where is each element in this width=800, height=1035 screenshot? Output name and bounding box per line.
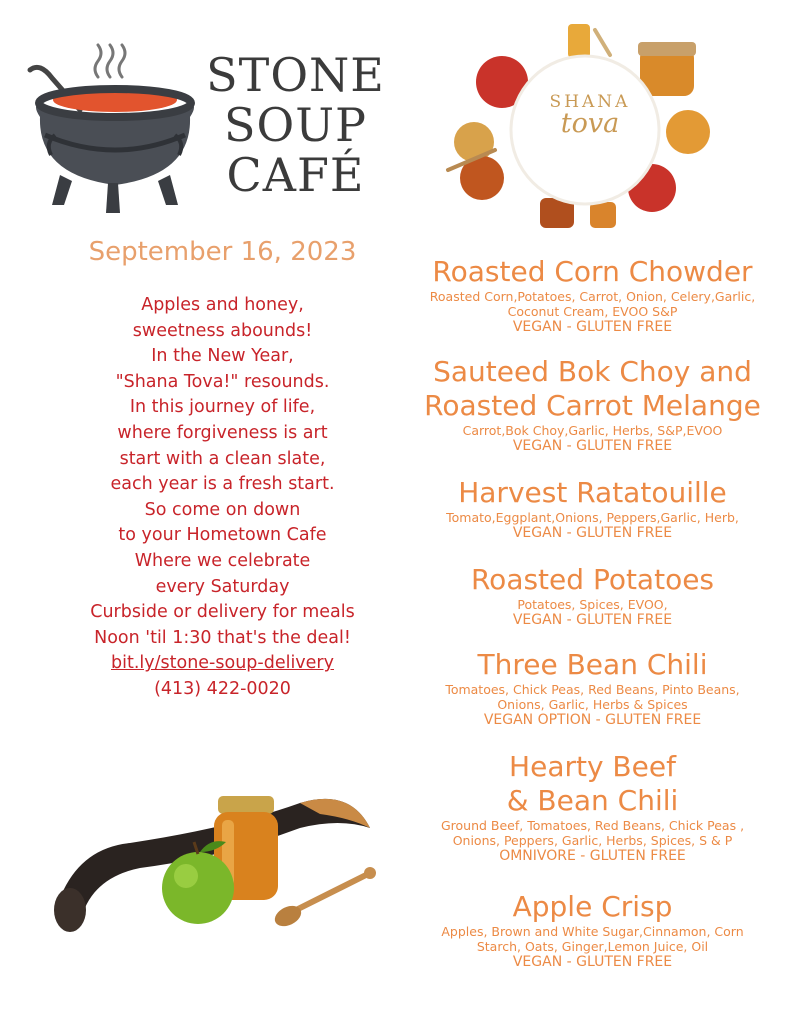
cafe-name-line1: STONE (206, 48, 385, 102)
honey-bowl-icon (666, 110, 710, 154)
poem-line: where forgiveness is art (117, 422, 328, 443)
poem-line: sweetness abounds! (132, 320, 313, 341)
poem-line: start with a clean slate, (119, 448, 326, 469)
cafe-name-line2: SOUP (224, 98, 367, 152)
honey-jar-icon (568, 24, 590, 58)
poem-line: In this journey of life, (129, 397, 316, 418)
menu-item (405, 750, 780, 865)
poem-line: Noon 'til 1:30 that's the deal! (94, 627, 351, 648)
menu-item (405, 648, 780, 729)
poem (40, 293, 405, 703)
poem-line: Apples and honey, (141, 295, 304, 315)
dish-diet-label: VEGAN - GLUTEN FREE (512, 612, 673, 628)
poem-line: to your Hometown Cafe (118, 525, 327, 546)
dish-ingredients: Ground Beef, Tomatoes, Red Beans, Chick Peas , (440, 818, 745, 833)
dish-ingredients: Coconut Cream, EVOO S&P (507, 304, 678, 319)
poem-line: Curbside or delivery for meals (90, 602, 355, 623)
dish-ingredients: Onions, Garlic, Herbs & Spices (497, 697, 688, 712)
apple-icon (454, 122, 494, 162)
menu-date: September 16, 2023 (88, 237, 357, 267)
dish-ingredients: Apples, Brown and White Sugar,Cinnamon, Corn (441, 924, 744, 939)
dish-diet-label: OMNIVORE - GLUTEN FREE (499, 848, 686, 864)
shofar-apple-honey-image (50, 748, 380, 973)
delivery-link[interactable]: bit.ly/stone-soup-delivery (111, 653, 334, 674)
cafe-name (188, 50, 403, 200)
dish-title: Sauteed Bok Choy and (433, 355, 752, 388)
menu-item (405, 255, 780, 336)
poem-line: "Shana Tova!" resounds. (115, 371, 330, 392)
dish-diet-label: VEGAN - GLUTEN FREE (512, 438, 673, 454)
dish-title: Hearty Beef (509, 750, 676, 783)
poem-line: So come on down (144, 499, 301, 520)
cafe-name-line3: CAFÉ (226, 148, 365, 202)
poem-line: each year is a fresh start. (110, 474, 335, 495)
dish-diet-label: VEGAN OPTION - GLUTEN FREE (483, 712, 702, 728)
dish-title: Three Bean Chili (477, 648, 708, 681)
dish-title: Roasted Carrot Melange (424, 389, 761, 422)
poem-line: every Saturday (155, 576, 290, 597)
dish-ingredients: Tomato,Eggplant,Onions, Peppers,Garlic, Herb, (446, 510, 739, 525)
dish-ingredients: Roasted Corn,Potatoes, Carrot, Onion, Celery,Garlic, (429, 289, 756, 304)
dish-ingredients: Onions, Peppers, Garlic, Herbs, Spices, S & P (452, 833, 733, 848)
honey-dipper-icon (271, 867, 376, 930)
dish-diet-label: VEGAN - GLUTEN FREE (512, 525, 673, 541)
dish-title: Roasted Corn Chowder (432, 255, 753, 288)
menu-item (405, 476, 780, 542)
tova-label: tova (560, 108, 620, 139)
dish-title: Apple Crisp (512, 890, 673, 923)
dish-title: Harvest Ratatouille (458, 476, 727, 509)
poem-line: Where we celebrate (134, 550, 311, 571)
phone-number: (413) 422-0020 (154, 678, 291, 699)
dish-title: & Bean Chili (506, 784, 679, 817)
steam-icon (95, 45, 125, 77)
dish-ingredients: Tomatoes, Chick Peas, Red Beans, Pinto Beans, (445, 682, 740, 697)
dish-title: Roasted Potatoes (470, 563, 715, 596)
dish-ingredients: Starch, Oats, Ginger,Lemon Juice, Oil (476, 939, 709, 954)
dish-ingredients: Carrot,Bok Choy,Garlic, Herbs, S&P,EVOO (462, 423, 723, 438)
menu-item (405, 563, 780, 629)
dish-diet-label: VEGAN - GLUTEN FREE (512, 954, 673, 970)
shana-tova-text (530, 92, 650, 139)
poem-line: In the New Year, (151, 346, 294, 367)
honey-jar-icon (590, 202, 616, 228)
shana-label: SHANA (549, 92, 631, 112)
menu-item (405, 355, 780, 455)
dish-ingredients: Potatoes, Spices, EVOO, (517, 597, 668, 612)
menu-item (405, 890, 780, 971)
dish-diet-label: VEGAN - GLUTEN FREE (512, 319, 673, 335)
